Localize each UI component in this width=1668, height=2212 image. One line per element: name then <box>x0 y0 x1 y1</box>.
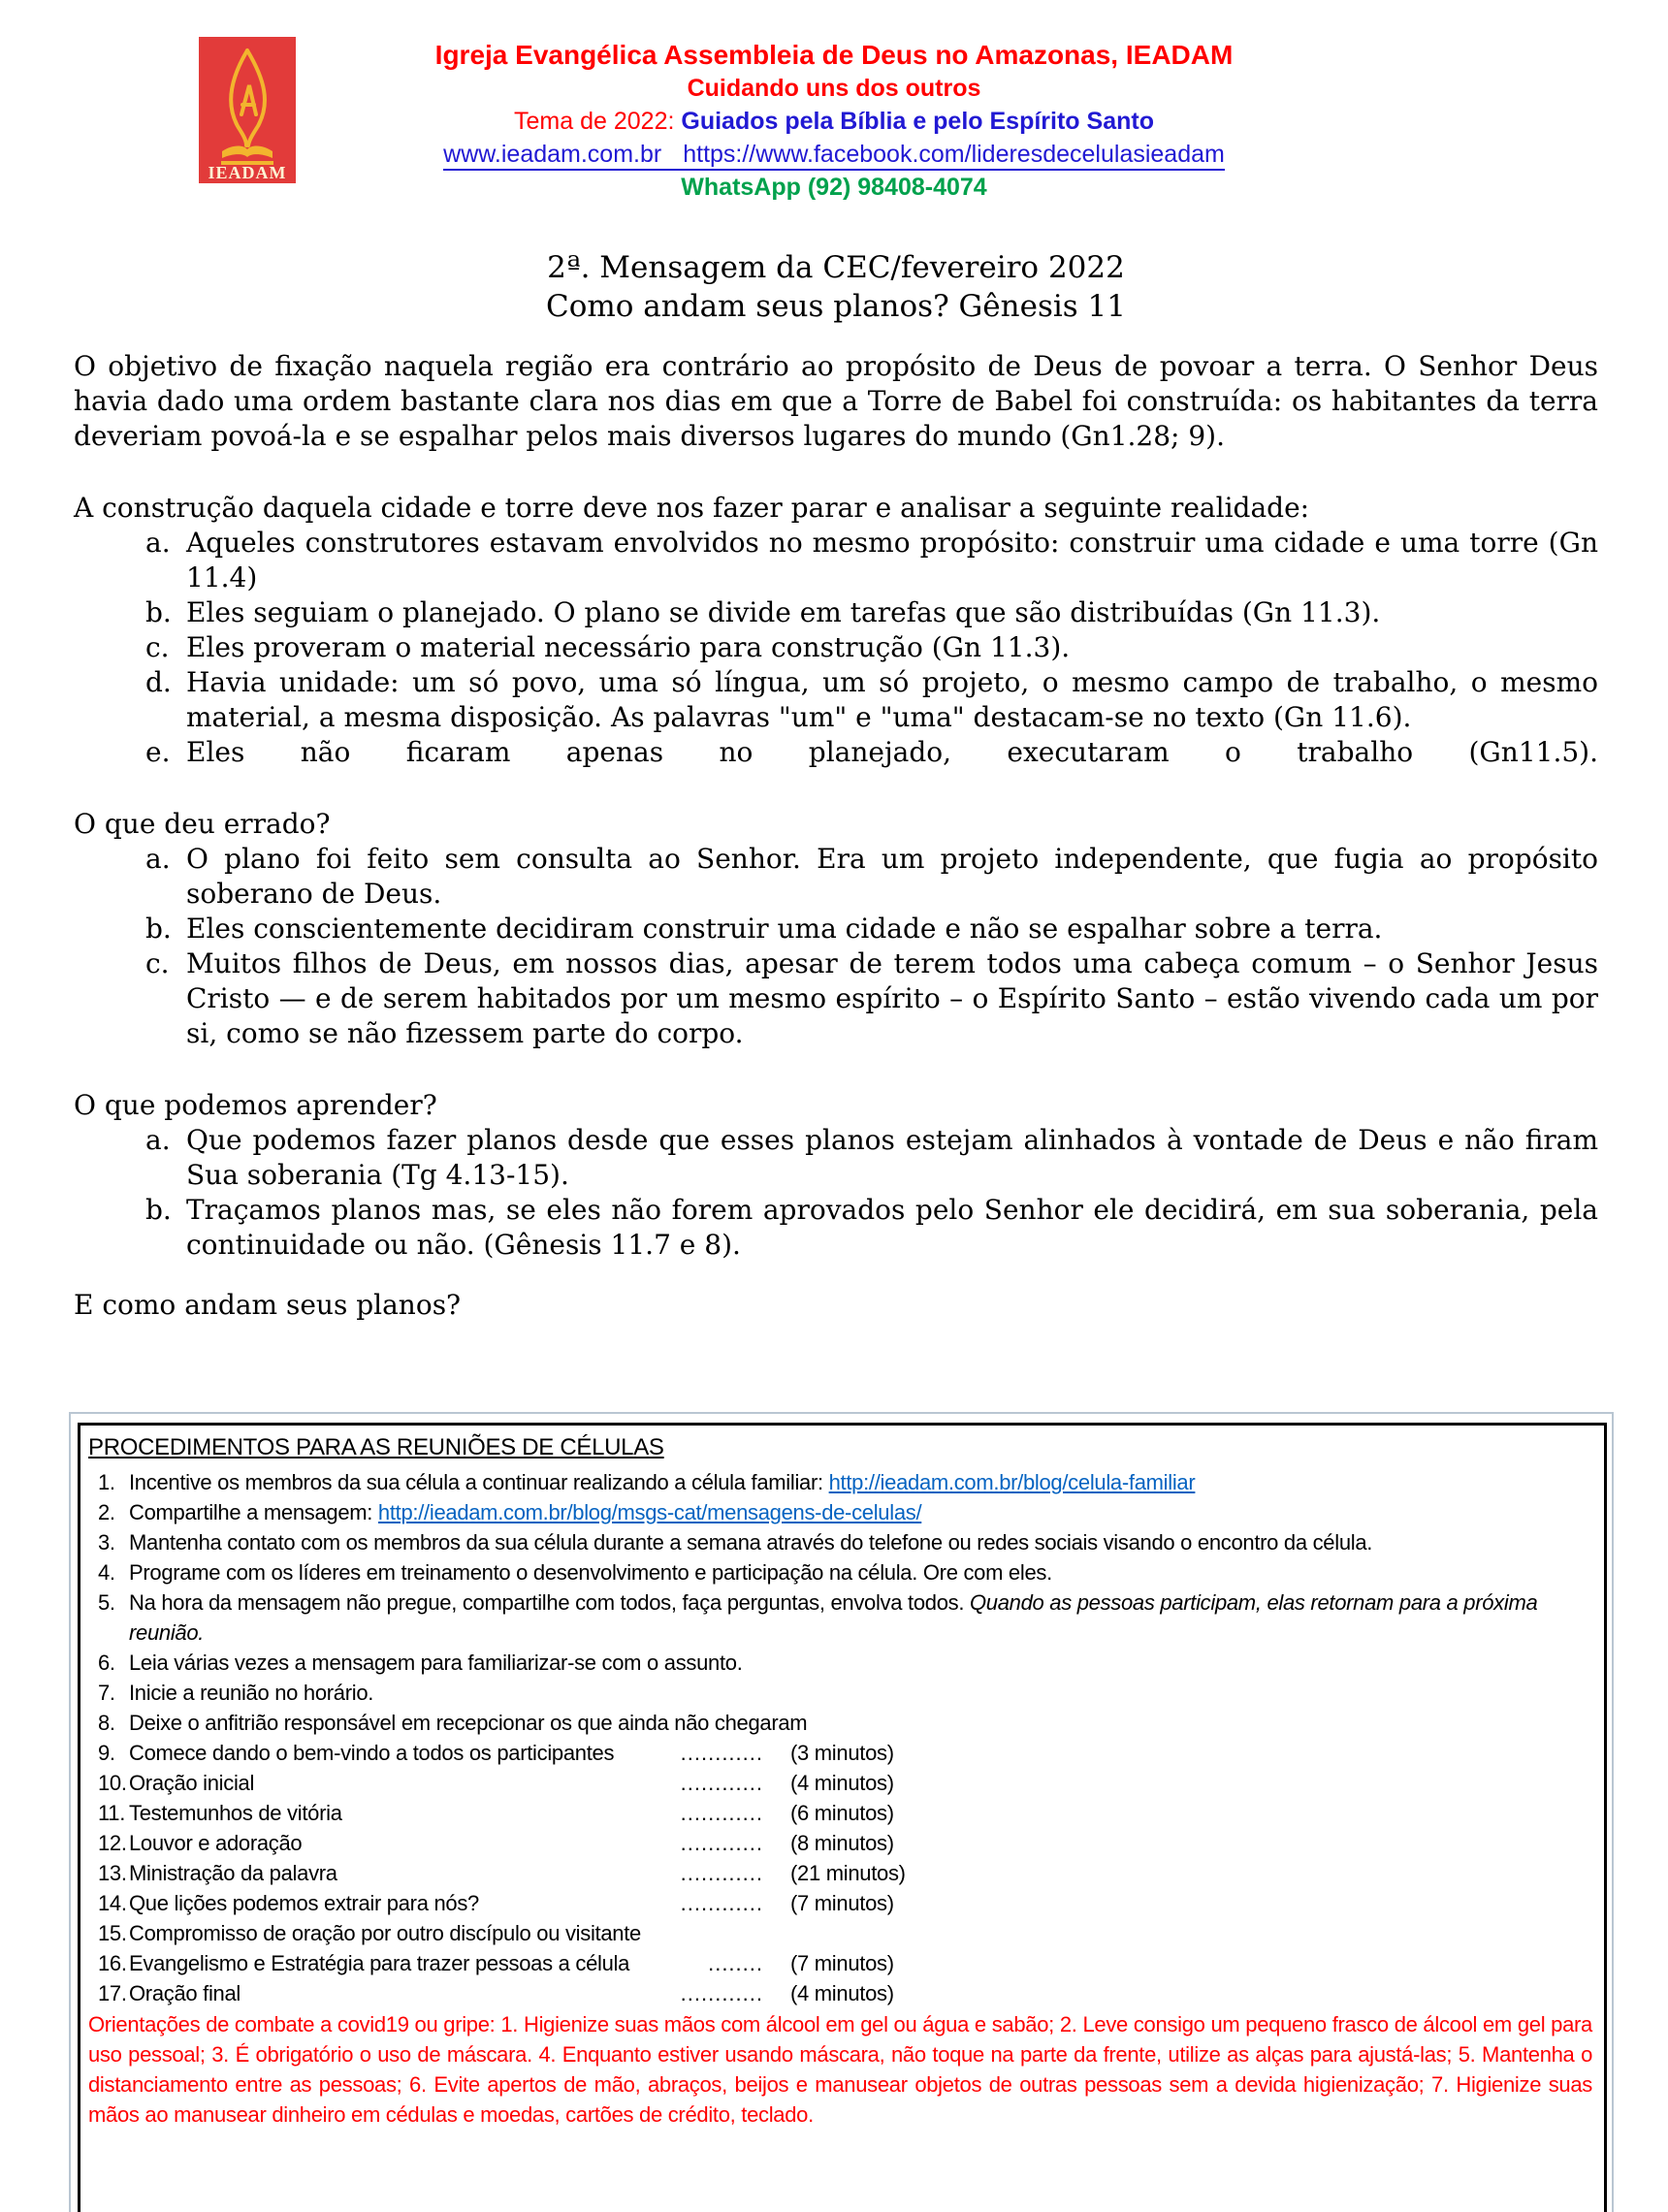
list-item-marker: b. <box>145 1194 172 1226</box>
dot-leader: ............ <box>680 1891 763 1915</box>
procedure-number: 1. <box>98 1470 115 1494</box>
site-link[interactable]: www.ieadam.com.br <box>443 141 662 168</box>
theme-text: Guiados pela Bíblia e pelo Espírito Santo <box>681 108 1154 135</box>
section-heading: O que podemos aprender? <box>74 1089 437 1121</box>
list-item <box>145 630 1598 665</box>
procedure-number: 14. <box>98 1891 127 1915</box>
list-item-text: Traçamos planos mas, se eles não forem aprovados pelo Senhor ele decidirá, em sua soberania, pela continuidade ou não. (Gênesis 11.7 e 8). <box>186 1194 1598 1261</box>
procedure-text-main: Inicie a reunião no horário. <box>129 1681 374 1705</box>
procedure-text-main: Leia várias vezes a mensagem para familiarizar-se com o assunto. <box>129 1651 743 1675</box>
procedure-item <box>86 1557 1594 1587</box>
procedure-text-main: Mantenha contato com os membros da sua célula durante a semana através do telefone ou redes sociais visando o encontro da célula. <box>129 1530 1373 1555</box>
procedure-duration: (3 minutos) <box>790 1741 894 1765</box>
procedure-text <box>129 1828 771 1858</box>
procedure-text <box>129 1708 1594 1738</box>
procedure-text-main: Compromisso de oração por outro discípulo ou visitante <box>129 1921 641 1945</box>
title-line-2: Como andam seus planos? Gênesis 11 <box>545 289 1126 324</box>
message-title <box>0 248 1668 326</box>
list-item-marker: c. <box>145 631 170 663</box>
facebook-link[interactable]: https://www.facebook.com/lideresdecelulasieadam <box>683 141 1225 168</box>
list-item-text: Aqueles construtores estavam envolvidos no mesmo propósito: construir uma cidade e uma torre (Gn 11.4) <box>186 527 1598 593</box>
dot-leader: ............ <box>680 1831 763 1855</box>
procedures-outer-frame <box>69 1412 1614 2212</box>
list-item-text: Eles não ficaram apenas no planejado, executaram o trabalho (Gn11.5). <box>186 736 1598 768</box>
list-item-text: Que podemos fazer planos desde que esses planos estejam alinhados à vontade de Deus e não firam Sua soberania (Tg 4.13-15). <box>186 1124 1598 1191</box>
procedure-item <box>86 1527 1594 1557</box>
procedure-number: 6. <box>98 1651 115 1675</box>
covid-notice: Orientações de combate a covid19 ou gripe: 1. Higienize suas mãos com álcool em gel ou água e sabão; 2. Leve consigo um pequeno frasco de álcool em gel para uso pessoal; 3. É obrigatório o uso de máscara. 4. Enquanto estiver usando máscara, não toque na parte da frente, utilize as alças para ajustá-las; 5. Mantenha o distanciamento entre as pessoas; 6. Evite apertos de mão, abraços, beijos e manusear objetos de outras pessoas sem a devida higienização; 7. Higienize suas mãos ao manusear dinheiro em cédulas e moedas, cartões de crédito, teclado. <box>88 2012 1592 2127</box>
procedure-number: 9. <box>98 1741 115 1765</box>
list-item <box>145 735 1598 770</box>
procedure-link[interactable]: http://ieadam.com.br/blog/celula-familiar <box>828 1470 1196 1494</box>
procedure-number: 12. <box>98 1831 127 1855</box>
procedure-text-main: Oração inicial <box>129 1771 255 1795</box>
dot-leader: ............ <box>680 1801 763 1825</box>
list-item <box>145 912 1598 946</box>
procedure-item <box>86 1798 1594 1828</box>
procedure-item <box>86 1858 1594 1888</box>
procedures-title: PROCEDIMENTOS PARA AS REUNIÕES DE CÉLULAS <box>88 1434 664 1460</box>
procedure-text-main: Ministração da palavra <box>129 1861 337 1885</box>
dot-leader: ............ <box>680 1861 763 1885</box>
list-item-marker: a. <box>145 843 171 875</box>
church-name: Igreja Evangélica Assembleia de Deus no Amazonas, IEADAM <box>434 40 1234 70</box>
procedure-text-main: Incentive os membros da sua célula a continuar realizando a célula familiar: http://ieadam.com.br/blog/celula-familiar <box>129 1470 1196 1494</box>
procedure-number: 11. <box>98 1801 126 1825</box>
list-item-text: Havia unidade: um só povo, uma só língua, um só projeto, o mesmo campo de trabalho, o mesmo material, a mesma disposição. As palavras "um" e "uma" destacam-se no texto (Gn 11.6). <box>186 666 1598 733</box>
list-item <box>145 1193 1598 1263</box>
list-item-text: Eles conscientemente decidiram construir uma cidade e não se espalhar sobre a terra. <box>186 913 1383 945</box>
whatsapp-line: WhatsApp (92) 98408-4074 <box>681 174 987 201</box>
procedure-number: 16. <box>98 1951 127 1975</box>
procedure-item <box>86 1948 1594 1978</box>
procedure-duration: (7 minutos) <box>790 1891 894 1915</box>
theme-prefix: Tema de 2022: <box>514 108 682 135</box>
procedure-duration: (7 minutos) <box>790 1951 894 1975</box>
procedure-text-main: Comece dando o bem-vindo a todos os participantes <box>129 1741 615 1765</box>
list-item-text: Eles seguiam o planejado. O plano se divide em tarefas que são distribuídas (Gn 11.3). <box>186 596 1381 628</box>
procedure-duration: (8 minutos) <box>790 1831 894 1855</box>
dot-leader: ............ <box>680 1741 763 1765</box>
procedure-number: 15. <box>98 1921 127 1945</box>
procedure-text-italic: Quando as pessoas participam, elas retornam para a próxima reunião. <box>129 1590 1538 1645</box>
procedure-text <box>129 1678 1594 1708</box>
section <box>74 1088 1598 1263</box>
section <box>74 807 1598 1051</box>
procedure-item <box>86 1978 1594 2008</box>
procedure-text-main: Programe com os líderes em treinamento o desenvolvimento e participação na célula. Ore com eles. <box>129 1560 1052 1585</box>
procedure-text <box>129 1798 771 1828</box>
procedure-item <box>86 1648 1594 1678</box>
procedure-text <box>129 1978 771 2008</box>
closing-question: E como andam seus planos? <box>74 1289 462 1321</box>
procedures-box <box>78 1423 1607 2212</box>
procedure-text <box>129 1738 771 1768</box>
procedure-item <box>86 1678 1594 1708</box>
procedure-text <box>129 1768 771 1798</box>
procedure-number: 5. <box>98 1590 115 1615</box>
procedure-item <box>86 1738 1594 1768</box>
procedure-item <box>86 1768 1594 1798</box>
logo-text: IEADAM <box>208 163 287 182</box>
procedures-list <box>86 1467 1594 2008</box>
list-item-marker: e. <box>145 736 171 768</box>
procedure-text-main: Que lições podemos extrair para nós? <box>129 1891 479 1915</box>
list-item <box>145 1123 1598 1193</box>
procedure-item <box>86 1497 1594 1527</box>
list-item <box>145 946 1598 1051</box>
procedure-text-main: Evangelismo e Estratégia para trazer pessoas a célula <box>129 1951 630 1975</box>
procedure-text-main: Louvor e adoração <box>129 1831 303 1855</box>
list-item-marker: a. <box>145 1124 171 1156</box>
procedure-text-main: Compartilhe a mensagem: http://ieadam.com.br/blog/msgs-cat/mensagens-de-celulas/ <box>129 1500 922 1524</box>
list-item-text: Eles proveram o material necessário para construção (Gn 11.3). <box>186 631 1071 663</box>
procedure-text <box>129 1467 1594 1497</box>
intro-paragraph: O objetivo de fixação naquela região era contrário ao propósito de Deus de povoar a terra. O Senhor Deus havia dado uma ordem bastante clara nos dias em que a Torre de Babel foi construída: os habitantes da terra deveriam povoá-la e se espalhar pelos mais diversos lugares do mundo (Gn1.28; 9). <box>74 350 1598 452</box>
procedure-item <box>86 1828 1594 1858</box>
procedure-text <box>129 1648 1594 1678</box>
procedure-text-main: Na hora da mensagem não pregue, compartilhe com todos, faça perguntas, envolva todos. Quando as pessoas participam, elas retornam para a próxima reunião. <box>129 1590 1538 1645</box>
dot-leader: ............ <box>680 1771 763 1795</box>
procedure-item <box>86 1587 1594 1648</box>
procedure-text <box>129 1948 771 1978</box>
list-item-marker: c. <box>145 947 170 979</box>
list-item-text: Muitos filhos de Deus, em nossos dias, apesar de terem todos uma cabeça comum – o Senhor Jesus Cristo — e de serem habitados por um mesmo espírito – o Espírito Santo – estão vivendo cada um por si, como se não fizessem parte do corpo. <box>186 947 1598 1049</box>
procedure-number: 3. <box>98 1530 115 1555</box>
list-item <box>145 526 1598 595</box>
procedure-number: 7. <box>98 1681 115 1705</box>
dot-leader: ........ <box>708 1951 763 1975</box>
church-motto: Cuidando uns dos outros <box>687 75 981 102</box>
procedure-item <box>86 1888 1594 1918</box>
procedure-duration: (6 minutos) <box>790 1801 894 1825</box>
list-item <box>145 595 1598 630</box>
procedure-link[interactable]: http://ieadam.com.br/blog/msgs-cat/mensagens-de-celulas/ <box>377 1500 922 1524</box>
list-item-marker: b. <box>145 913 172 945</box>
procedure-number: 13. <box>98 1861 127 1885</box>
procedure-text-main: Testemunhos de vitória <box>129 1801 342 1825</box>
procedure-item <box>86 1918 1594 1948</box>
title-line-1: 2ª. Mensagem da CEC/fevereiro 2022 <box>547 250 1125 285</box>
list-item <box>145 665 1598 735</box>
procedure-item <box>86 1708 1594 1738</box>
procedure-text <box>129 1918 1594 1948</box>
church-logo <box>199 37 296 183</box>
procedure-text-main: Oração final <box>129 1981 241 2005</box>
procedure-duration: (21 minutos) <box>790 1861 906 1885</box>
procedure-number: 2. <box>98 1500 115 1524</box>
procedure-text <box>129 1527 1594 1557</box>
procedure-number: 8. <box>98 1711 115 1735</box>
dot-leader: ............ <box>680 1981 763 2005</box>
section-heading: O que deu errado? <box>74 808 331 840</box>
section-heading: A construção daquela cidade e torre deve nos fazer parar e analisar a seguinte realidade: <box>74 492 1310 524</box>
procedure-text <box>129 1888 771 1918</box>
procedure-number: 10. <box>98 1771 127 1795</box>
procedure-number: 4. <box>98 1560 115 1585</box>
list-item-marker: b. <box>145 596 172 628</box>
procedure-item <box>86 1467 1594 1497</box>
procedure-text <box>129 1497 1594 1527</box>
list-item <box>145 842 1598 912</box>
list-item-marker: d. <box>145 666 172 698</box>
procedure-number: 17. <box>98 1981 127 2005</box>
procedure-text <box>129 1587 1594 1648</box>
procedure-duration: (4 minutos) <box>790 1771 894 1795</box>
procedure-text <box>129 1557 1594 1587</box>
procedure-text-main: Deixe o anfitrião responsável em recepcionar os que ainda não chegaram <box>129 1711 808 1735</box>
list-item-marker: a. <box>145 527 171 559</box>
list-item-text: O plano foi feito sem consulta ao Senhor. Era um projeto independente, que fugia ao propósito soberano de Deus. <box>186 843 1598 910</box>
procedure-duration: (4 minutos) <box>790 1981 894 2005</box>
sections <box>0 491 1668 1263</box>
procedure-text <box>129 1858 771 1888</box>
section <box>74 491 1598 770</box>
